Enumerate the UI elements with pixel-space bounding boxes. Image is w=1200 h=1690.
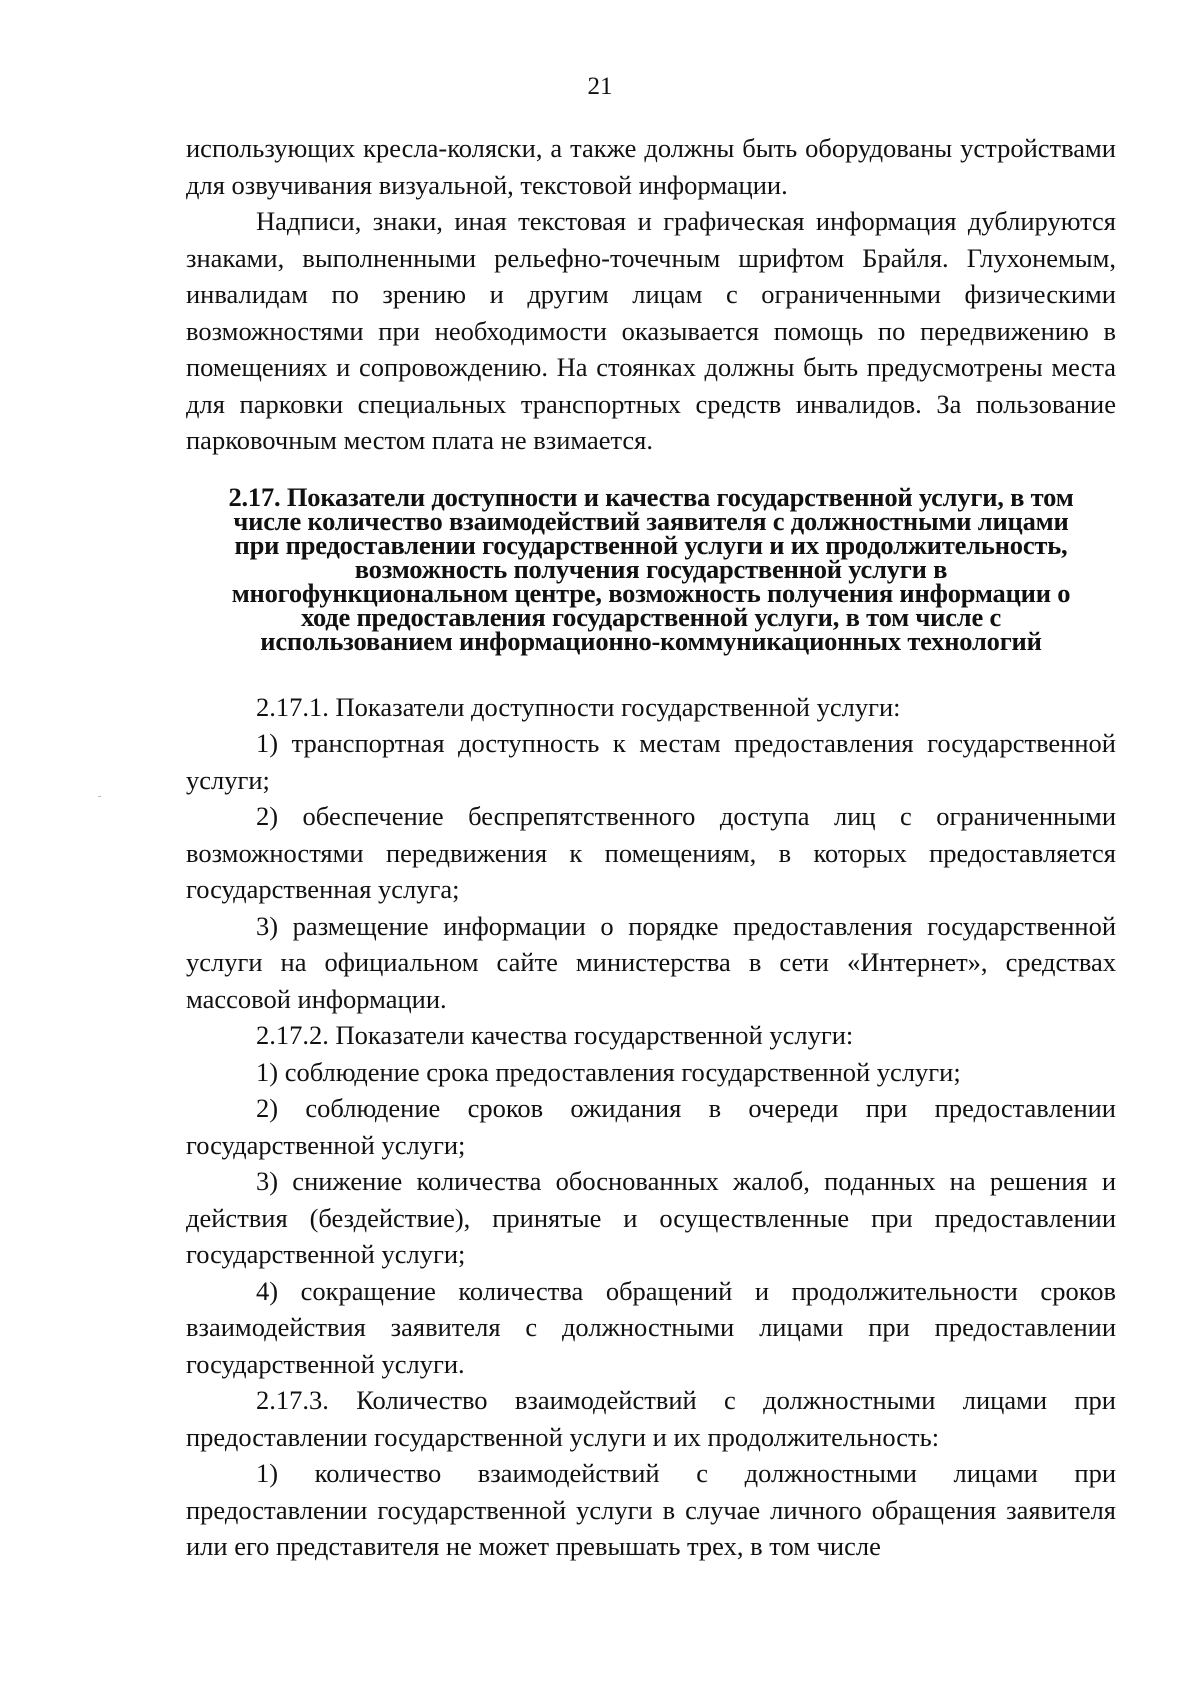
heading-line: использованием информационно-коммуникационных технологий (260, 625, 1042, 656)
document-body (186, 130, 1116, 1565)
list-item: 1) транспортная доступность к местам предоставления государственной услуги; (186, 728, 1116, 795)
heading-line: при предоставлении государственной услуги и их продолжительность, (234, 529, 1068, 560)
heading-line: числе количество взаимодействий заявителя с должностными лицами (233, 505, 1069, 536)
list-item: 2) обеспечение беспрепятственного доступа лиц с ограниченными возможностями передвижения к помещениям, в которых предоставляется государственная услуга; (186, 801, 1116, 904)
list-item: 3) снижение количества обоснованных жалоб, поданных на решения и действия (бездействие), принятые и осуществленные при предоставлении государственной услуги; (186, 1166, 1116, 1269)
subsection-2-17-1-title: 2.17.1. Показатели доступности государственной услуги: (256, 691, 901, 722)
heading-line: многофункциональном центре, возможность получения информации о (231, 577, 1071, 608)
list-item: 1) соблюдение срока предоставления государственной услуги; (256, 1056, 961, 1087)
list-item: 3) размещение информации о порядке предоставления государственной услуги на официальном сайте министерства в сети «Интернет», средствах массовой информации. (186, 910, 1116, 1014)
paragraph-signage: Надписи, знаки, иная текстовая и графическая информация дублируются знаками, выполненными рельефно-точечным шрифтом Брайля. Глухонемым, инвалидам по зрению и другим лицам с ограниченными физическими возможностями при необходимости оказывается помощь по передвижению в помещениях и сопровождению. На стоянках должны быть предусмотрены места для парковки специальных транспортных средств инвалидов. За пользование парковочным местом плата не взимается. (186, 206, 1116, 455)
subsection-2-17-2-title: 2.17.2. Показатели качества государственной услуги: (256, 1020, 854, 1050)
heading-line: ходе предоставления государственной услуги, в том числе с (300, 601, 1002, 632)
section-heading-2-17 (186, 481, 1116, 656)
heading-line: возможность получения государственной услуги в (354, 553, 948, 584)
subsection-2-17-3-title: 2.17.3. Количество взаимодействий с должностными лицами при предоставлении государственной услуги и их продолжительность: (186, 1385, 1116, 1452)
list-item: 1) количество взаимодействий с должностными лицами при предоставлении государственной услуги в случае личного обращения заявителя или его представителя не может превышать трех, в том числе (186, 1458, 1116, 1561)
heading-line: 2.17. Показатели доступности и качества государственной услуги, в том (228, 481, 1074, 512)
paragraph-continuation: использующих кресла-коляски, а также должны быть оборудованы устройствами для озвучивания визуальной, текстовой информации. (186, 133, 1116, 200)
list-item: 4) сокращение количества обращений и продолжительности сроков взаимодействия заявителя с должностными лицами при предоставлении государственной услуги. (186, 1275, 1116, 1379)
page-number: 21 (587, 73, 613, 100)
margin-mark (98, 796, 101, 797)
list-item: 2) соблюдение сроков ожидания в очереди при предоставлении государственной услуги; (186, 1093, 1116, 1160)
